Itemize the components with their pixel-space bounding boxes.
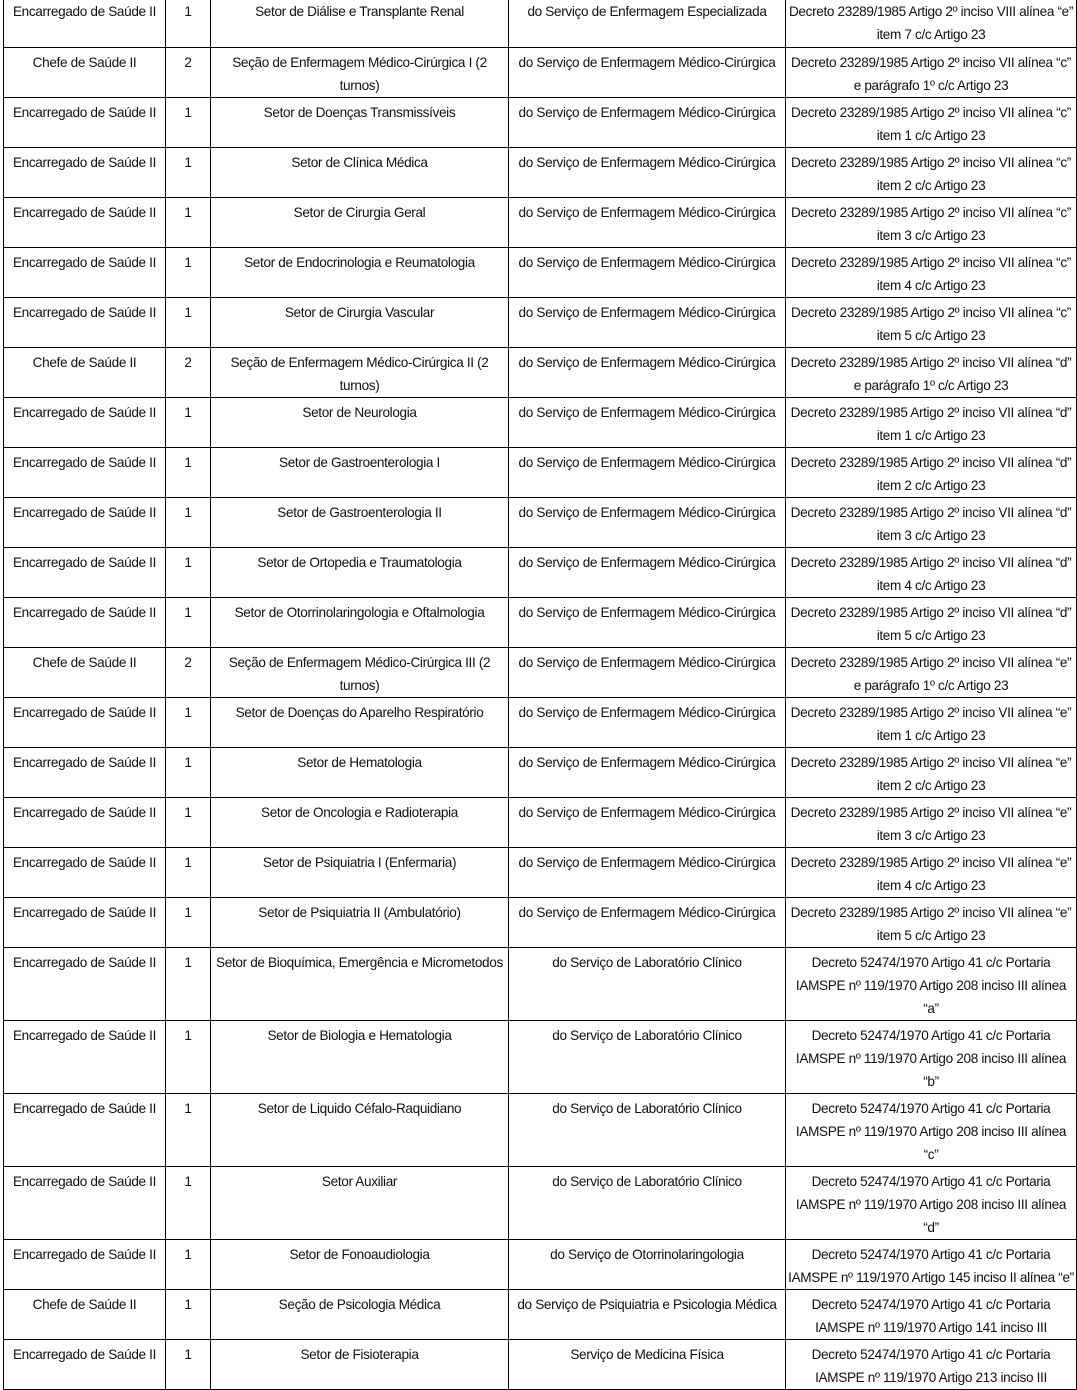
table-row (4, 847, 1077, 897)
quantity-cell: 1 (166, 247, 211, 297)
cargo-cell: Encarregado de Saúde II (4, 1239, 166, 1289)
quantity-cell: 1 (166, 297, 211, 347)
subordination-cell: do Serviço de Enfermagem Médico-Cirúrgica (509, 247, 786, 297)
legal-basis-cell: Decreto 52474/1970 Artigo 41 c/c Portaria IAMSPE nº 119/1970 Artigo 208 inciso III alínea “c” (786, 1093, 1077, 1166)
unit-cell: Setor de Clínica Médica (211, 147, 509, 197)
cargo-cell: Encarregado de Saúde II (4, 947, 166, 1020)
cargo-cell: Chefe de Saúde II (4, 1289, 166, 1339)
quantity-cell: 1 (166, 947, 211, 1020)
legal-basis-cell: Decreto 52474/1970 Artigo 41 c/c Portaria IAMSPE nº 119/1970 Artigo 208 inciso III alínea “a” (786, 947, 1077, 1020)
table-row (4, 1166, 1077, 1239)
cargo-cell: Encarregado de Saúde II (4, 147, 166, 197)
subordination-cell: do Serviço de Enfermagem Médico-Cirúrgica (509, 597, 786, 647)
cargo-cell: Encarregado de Saúde II (4, 397, 166, 447)
subordination-cell: do Serviço de Enfermagem Médico-Cirúrgica (509, 647, 786, 697)
subordination-cell: do Serviço de Enfermagem Especializada (509, 0, 786, 47)
cargo-cell: Chefe de Saúde II (4, 47, 166, 97)
subordination-cell: do Serviço de Psiquiatria e Psicologia Médica (509, 1289, 786, 1339)
quantity-cell: 1 (166, 797, 211, 847)
quantity-cell: 1 (166, 597, 211, 647)
subordination-cell: do Serviço de Enfermagem Médico-Cirúrgica (509, 47, 786, 97)
subordination-cell: do Serviço de Enfermagem Médico-Cirúrgica (509, 347, 786, 397)
legal-basis-cell: Decreto 52474/1970 Artigo 41 c/c Portaria IAMSPE nº 119/1970 Artigo 213 inciso III (786, 1339, 1077, 1389)
subordination-cell: do Serviço de Enfermagem Médico-Cirúrgica (509, 897, 786, 947)
quantity-cell: 1 (166, 1166, 211, 1239)
cargo-cell: Encarregado de Saúde II (4, 547, 166, 597)
cargo-cell: Encarregado de Saúde II (4, 797, 166, 847)
quantity-cell: 1 (166, 847, 211, 897)
quantity-cell: 1 (166, 0, 211, 47)
table-row (4, 197, 1077, 247)
table-row (4, 797, 1077, 847)
legal-basis-cell: Decreto 52474/1970 Artigo 41 c/c Portaria IAMSPE nº 119/1970 Artigo 145 inciso II alínea “e” (786, 1239, 1077, 1289)
quantity-cell: 2 (166, 347, 211, 397)
quantity-cell: 1 (166, 897, 211, 947)
unit-cell: Seção de Psicologia Médica (211, 1289, 509, 1339)
legal-basis-cell: Decreto 23289/1985 Artigo 2º inciso VII alínea “c” e parágrafo 1º c/c Artigo 23 (786, 47, 1077, 97)
table-row (4, 547, 1077, 597)
quantity-cell: 1 (166, 1239, 211, 1289)
unit-cell: Setor de Doenças Transmissíveis (211, 97, 509, 147)
table-row (4, 1239, 1077, 1289)
legal-basis-cell: Decreto 23289/1985 Artigo 2º inciso VII alínea “e” item 2 c/c Artigo 23 (786, 747, 1077, 797)
table-row (4, 597, 1077, 647)
legal-basis-cell: Decreto 52474/1970 Artigo 41 c/c Portaria IAMSPE nº 119/1970 Artigo 208 inciso III alínea “d” (786, 1166, 1077, 1239)
unit-cell: Setor de Ortopedia e Traumatologia (211, 547, 509, 597)
unit-cell: Setor de Psiquiatria I (Enfermaria) (211, 847, 509, 897)
subordination-cell: do Serviço de Laboratório Clínico (509, 1166, 786, 1239)
unit-cell: Setor de Psiquiatria II (Ambulatório) (211, 897, 509, 947)
quantity-cell: 1 (166, 1020, 211, 1093)
legal-basis-cell: Decreto 23289/1985 Artigo 2º inciso VII alínea “e” item 4 c/c Artigo 23 (786, 847, 1077, 897)
legal-basis-cell: Decreto 23289/1985 Artigo 2º inciso VII alínea “d” item 2 c/c Artigo 23 (786, 447, 1077, 497)
unit-cell: Setor de Fonoaudiologia (211, 1239, 509, 1289)
legal-basis-cell: Decreto 23289/1985 Artigo 2º inciso VII alínea “d” item 3 c/c Artigo 23 (786, 497, 1077, 547)
unit-cell: Setor de Bioquímica, Emergência e Micrometodos (211, 947, 509, 1020)
subordination-cell: do Serviço de Enfermagem Médico-Cirúrgica (509, 197, 786, 247)
subordination-cell: do Serviço de Enfermagem Médico-Cirúrgica (509, 547, 786, 597)
legal-basis-cell: Decreto 23289/1985 Artigo 2º inciso VIII alínea “e” item 7 c/c Artigo 23 (786, 0, 1077, 47)
unit-cell: Setor de Endocrinologia e Reumatologia (211, 247, 509, 297)
cargo-cell: Encarregado de Saúde II (4, 1020, 166, 1093)
cargo-cell: Encarregado de Saúde II (4, 747, 166, 797)
unit-cell: Seção de Enfermagem Médico-Cirúrgica I (2 turnos) (211, 47, 509, 97)
unit-cell: Setor de Gastroenterologia II (211, 497, 509, 547)
unit-cell: Setor de Liquido Céfalo-Raquidiano (211, 1093, 509, 1166)
unit-cell: Setor de Cirurgia Geral (211, 197, 509, 247)
table-row (4, 947, 1077, 1020)
quantity-cell: 1 (166, 197, 211, 247)
quantity-cell: 1 (166, 147, 211, 197)
legal-basis-cell: Decreto 23289/1985 Artigo 2º inciso VII alínea “e” item 3 c/c Artigo 23 (786, 797, 1077, 847)
table-row (4, 297, 1077, 347)
table-body (4, 0, 1077, 1389)
legal-basis-cell: Decreto 23289/1985 Artigo 2º inciso VII alínea “c” item 2 c/c Artigo 23 (786, 147, 1077, 197)
legal-basis-cell: Decreto 23289/1985 Artigo 2º inciso VII alínea “e” e parágrafo 1º c/c Artigo 23 (786, 647, 1077, 697)
table-row (4, 1093, 1077, 1166)
cargo-cell: Encarregado de Saúde II (4, 1093, 166, 1166)
subordination-cell: do Serviço de Enfermagem Médico-Cirúrgica (509, 847, 786, 897)
legal-basis-cell: Decreto 23289/1985 Artigo 2º inciso VII alínea “d” item 1 c/c Artigo 23 (786, 397, 1077, 447)
legal-basis-cell: Decreto 23289/1985 Artigo 2º inciso VII alínea “c” item 3 c/c Artigo 23 (786, 197, 1077, 247)
quantity-cell: 1 (166, 547, 211, 597)
unit-cell: Setor de Doenças do Aparelho Respiratório (211, 697, 509, 747)
subordination-cell: do Serviço de Laboratório Clínico (509, 947, 786, 1020)
table-row (4, 147, 1077, 197)
table-row (4, 1289, 1077, 1339)
table-row (4, 447, 1077, 497)
quantity-cell: 1 (166, 497, 211, 547)
cargo-cell: Encarregado de Saúde II (4, 497, 166, 547)
cargo-cell: Encarregado de Saúde II (4, 1166, 166, 1239)
table-row (4, 1339, 1077, 1389)
table-row (4, 697, 1077, 747)
unit-cell: Setor de Diálise e Transplante Renal (211, 0, 509, 47)
cargo-cell: Encarregado de Saúde II (4, 197, 166, 247)
cargo-cell: Encarregado de Saúde II (4, 247, 166, 297)
quantity-cell: 1 (166, 697, 211, 747)
unit-cell: Setor de Biologia e Hematologia (211, 1020, 509, 1093)
cargo-cell: Encarregado de Saúde II (4, 597, 166, 647)
subordination-cell: do Serviço de Enfermagem Médico-Cirúrgica (509, 97, 786, 147)
cargo-cell: Encarregado de Saúde II (4, 447, 166, 497)
subordination-cell: do Serviço de Laboratório Clínico (509, 1020, 786, 1093)
cargo-cell: Encarregado de Saúde II (4, 847, 166, 897)
cargo-cell: Encarregado de Saúde II (4, 0, 166, 47)
unit-cell: Setor de Gastroenterologia I (211, 447, 509, 497)
table-row (4, 397, 1077, 447)
legal-basis-cell: Decreto 23289/1985 Artigo 2º inciso VII alínea “e” item 1 c/c Artigo 23 (786, 697, 1077, 747)
cargo-cell: Encarregado de Saúde II (4, 697, 166, 747)
unit-cell: Setor de Fisioterapia (211, 1339, 509, 1389)
table-row (4, 747, 1077, 797)
cargo-cell: Encarregado de Saúde II (4, 1339, 166, 1389)
legal-basis-cell: Decreto 52474/1970 Artigo 41 c/c Portaria IAMSPE nº 119/1970 Artigo 141 inciso III (786, 1289, 1077, 1339)
cargo-cell: Encarregado de Saúde II (4, 897, 166, 947)
legal-basis-cell: Decreto 23289/1985 Artigo 2º inciso VII alínea “c” item 5 c/c Artigo 23 (786, 297, 1077, 347)
table-row (4, 97, 1077, 147)
table-row (4, 647, 1077, 697)
table-row (4, 47, 1077, 97)
legal-basis-cell: Decreto 23289/1985 Artigo 2º inciso VII alínea “d” item 4 c/c Artigo 23 (786, 547, 1077, 597)
table-row (4, 897, 1077, 947)
subordination-cell: do Serviço de Enfermagem Médico-Cirúrgica (509, 697, 786, 747)
legal-basis-cell: Decreto 23289/1985 Artigo 2º inciso VII alínea “d” item 5 c/c Artigo 23 (786, 597, 1077, 647)
subordination-cell: do Serviço de Laboratório Clínico (509, 1093, 786, 1166)
subordination-cell: Serviço de Medicina Física (509, 1339, 786, 1389)
legal-basis-cell: Decreto 52474/1970 Artigo 41 c/c Portaria IAMSPE nº 119/1970 Artigo 208 inciso III alínea “b” (786, 1020, 1077, 1093)
quantity-cell: 1 (166, 447, 211, 497)
unit-cell: Setor Auxiliar (211, 1166, 509, 1239)
subordination-cell: do Serviço de Enfermagem Médico-Cirúrgica (509, 747, 786, 797)
unit-cell: Setor de Otorrinolaringologia e Oftalmologia (211, 597, 509, 647)
quantity-cell: 1 (166, 97, 211, 147)
unit-cell: Seção de Enfermagem Médico-Cirúrgica II (2 turnos) (211, 347, 509, 397)
legal-basis-cell: Decreto 23289/1985 Artigo 2º inciso VII alínea “c” item 4 c/c Artigo 23 (786, 247, 1077, 297)
quantity-cell: 2 (166, 47, 211, 97)
unit-cell: Setor de Hematologia (211, 747, 509, 797)
subordination-cell: do Serviço de Enfermagem Médico-Cirúrgica (509, 497, 786, 547)
quantity-cell: 1 (166, 1289, 211, 1339)
cargo-cell: Chefe de Saúde II (4, 347, 166, 397)
legal-basis-cell: Decreto 23289/1985 Artigo 2º inciso VII alínea “c” item 1 c/c Artigo 23 (786, 97, 1077, 147)
cargo-cell: Chefe de Saúde II (4, 647, 166, 697)
subordination-cell: do Serviço de Enfermagem Médico-Cirúrgica (509, 797, 786, 847)
quantity-cell: 1 (166, 747, 211, 797)
quantity-cell: 1 (166, 397, 211, 447)
unit-cell: Setor de Cirurgia Vascular (211, 297, 509, 347)
legal-basis-cell: Decreto 23289/1985 Artigo 2º inciso VII alínea “e” item 5 c/c Artigo 23 (786, 897, 1077, 947)
quantity-cell: 2 (166, 647, 211, 697)
cargo-cell: Encarregado de Saúde II (4, 97, 166, 147)
unit-cell: Setor de Neurologia (211, 397, 509, 447)
quantity-cell: 1 (166, 1339, 211, 1389)
quantity-cell: 1 (166, 1093, 211, 1166)
table-row (4, 1020, 1077, 1093)
table-row (4, 247, 1077, 297)
subordination-cell: do Serviço de Enfermagem Médico-Cirúrgica (509, 297, 786, 347)
subordination-cell: do Serviço de Enfermagem Médico-Cirúrgica (509, 447, 786, 497)
subordination-cell: do Serviço de Enfermagem Médico-Cirúrgica (509, 397, 786, 447)
subordination-cell: do Serviço de Otorrinolaringologia (509, 1239, 786, 1289)
unit-cell: Seção de Enfermagem Médico-Cirúrgica III (2 turnos) (211, 647, 509, 697)
subordination-cell: do Serviço de Enfermagem Médico-Cirúrgica (509, 147, 786, 197)
table-row (4, 497, 1077, 547)
positions-table (3, 0, 1077, 1390)
legal-basis-cell: Decreto 23289/1985 Artigo 2º inciso VII alínea “d” e parágrafo 1º c/c Artigo 23 (786, 347, 1077, 397)
cargo-cell: Encarregado de Saúde II (4, 297, 166, 347)
table-row (4, 0, 1077, 47)
table-row (4, 347, 1077, 397)
unit-cell: Setor de Oncologia e Radioterapia (211, 797, 509, 847)
